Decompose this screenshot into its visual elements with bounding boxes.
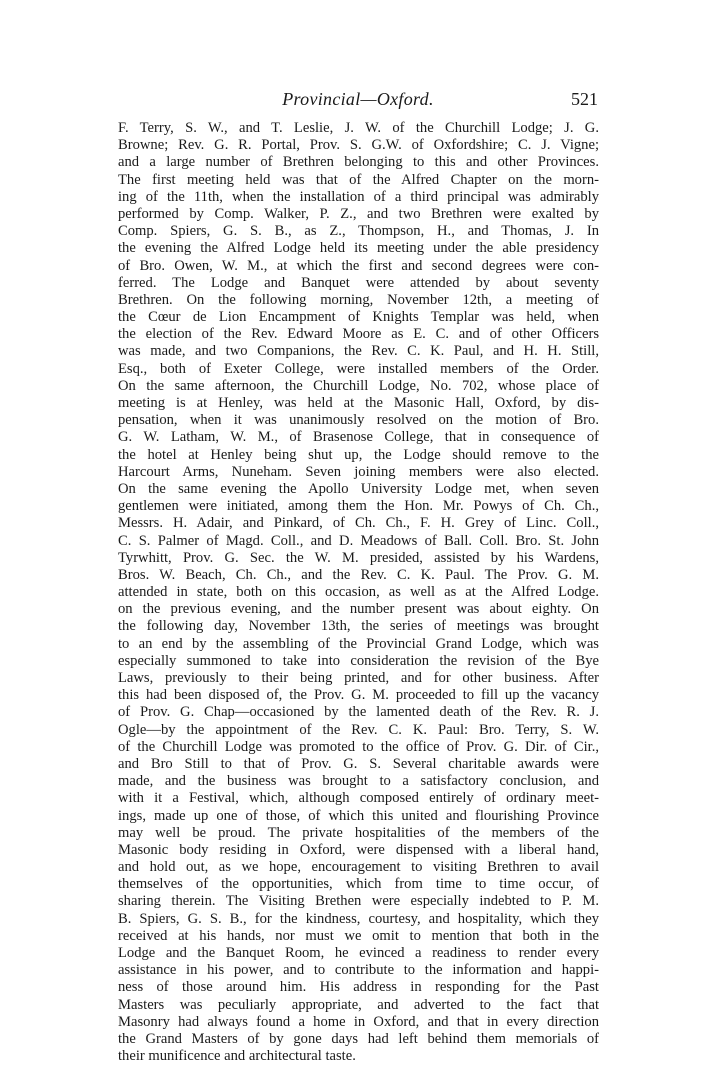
text-line: Harcourt Arms, Nuneham. Seven joining members were also elected. <box>118 463 599 480</box>
text-line: assistance in his power, and to contribute to the information and happi- <box>118 962 599 979</box>
text-line: On the same evening the Apollo University Lodge met, when seven <box>118 480 599 497</box>
text-line: the Cœur de Lion Encampment of Knights Templar was held, when <box>118 309 599 326</box>
text-line: of Bro. Owen, W. M., at which the first and second degrees were con- <box>118 257 599 274</box>
text-line: themselves of the opportunities, which from time to time occur, of <box>118 876 599 893</box>
text-line: the Grand Masters of by gone days had left behind them memorials of <box>118 1030 599 1047</box>
text-line: attended in state, both on this occasion, as well as at the Alfred Lodge. <box>118 584 599 601</box>
text-line: ings, made up one of those, of which this united and flourishing Province <box>118 807 599 824</box>
text-line: may well be proud. The private hospitalities of the members of the <box>118 824 599 841</box>
running-title: Provincial—Oxford. <box>282 89 434 109</box>
body-text <box>118 120 599 1065</box>
page-number: 521 <box>571 89 598 109</box>
text-line: made, and the business was brought to a satisfactory conclusion, and <box>118 773 599 790</box>
text-line: Tyrwhitt, Prov. G. Sec. the W. M. presided, assisted by his Wardens, <box>118 549 599 566</box>
text-line: Laws, previously to their being printed, and for other business. After <box>118 670 599 686</box>
text-line: Esq., both of Exeter College, were installed members of the Order. <box>118 360 599 377</box>
text-line: received at his hands, nor must we omit to mention that both in the <box>118 927 599 944</box>
text-line: C. S. Palmer of Magd. Coll., and D. Meadows of Ball. Coll. Bro. St. John <box>118 532 599 549</box>
text-line: their munificence and architectural taste. <box>118 1048 356 1065</box>
text-line: and hold out, as we hope, encouragement to visiting Brethren to avail <box>118 859 599 876</box>
text-line: Lodge and the Banquet Room, he evinced a readiness to render every <box>118 945 599 961</box>
text-line: Brethren. On the following morning, November 12th, a meeting of <box>118 291 599 308</box>
text-line: B. Spiers, G. S. B., for the kindness, courtesy, and hospitality, which they <box>118 910 599 927</box>
text-line: On the same afternoon, the Churchill Lodge, No. 702, whose place of <box>118 377 599 394</box>
text-line: with it a Festival, which, although composed entirely of ordinary meet- <box>118 790 599 807</box>
text-line: and Bro Still to that of Prov. G. S. Several charitable awards were <box>118 755 599 772</box>
text-line: gentlemen were initiated, among them the Hon. Mr. Powys of Ch. Ch., <box>118 498 599 515</box>
text-line: Masters was peculiarly appropriate, and adverted to the fact that <box>118 996 599 1013</box>
text-line: ing of the 11th, when the installation of a third principal was admirably <box>118 188 599 205</box>
text-line: Comp. Spiers, G. S. B., as Z., Thompson, H., and Thomas, J. In <box>118 223 599 240</box>
text-line: performed by Comp. Walker, P. Z., and two Brethren were exalted by <box>118 205 599 222</box>
text-line: the hotel at Henley being shut up, the Lodge should remove to the <box>118 446 599 463</box>
text-line: Bros. W. Beach, Ch. Ch., and the Rev. C. K. Paul. The Prov. G. M. <box>118 566 599 583</box>
text-line: Messrs. H. Adair, and Pinkard, of Ch. Ch., F. H. Grey of Linc. Coll., <box>118 515 599 532</box>
text-line: Ogle—by the appointment of the Rev. C. K. Paul: Bro. Terry, S. W. <box>118 721 599 738</box>
text-line: was made, and two Companions, the Rev. C. K. Paul, and H. H. Still, <box>118 343 599 360</box>
text-line: and a large number of Brethren belonging to this and other Provinces. <box>118 154 599 171</box>
text-line: Masonic body residing in Oxford, were dispensed with a liberal hand, <box>118 841 599 858</box>
running-head <box>118 86 598 112</box>
text-line: pensation, when it was unanimously resolved on the motion of Bro. <box>118 412 599 429</box>
text-line: Masonry had always found a home in Oxford, and that in every direction <box>118 1013 599 1030</box>
text-line: the following day, November 13th, the series of meetings was brought <box>118 618 599 635</box>
text-line: of Prov. G. Chap—occasioned by the lamented death of the Rev. R. J. <box>118 704 599 721</box>
text-line: G. W. Latham, W. M., of Brasenose College, that in consequence of <box>118 429 599 446</box>
text-line: sharing therein. The Visiting Brethen were especially indebted to P. M. <box>118 893 599 910</box>
text-line: on the previous evening, and the number present was about eighty. On <box>118 601 599 618</box>
text-line: ness of those around him. His address in responding for the Past <box>118 979 599 996</box>
text-line: the election of the Rev. Edward Moore as E. C. and of other Officers <box>118 326 599 343</box>
text-line: ferred. The Lodge and Banquet were attended by about seventy <box>118 274 599 291</box>
text-line: to an end by the assembling of the Provincial Grand Lodge, which was <box>118 635 599 652</box>
text-line: F. Terry, S. W., and T. Leslie, J. W. of the Churchill Lodge; J. G. <box>118 120 599 136</box>
text-line: The first meeting held was that of the Alfred Chapter on the morn- <box>118 171 599 188</box>
text-line: of the Churchill Lodge was promoted to the office of Prov. G. Dir. of Cir., <box>118 738 599 755</box>
text-line: the evening the Alfred Lodge held its meeting under the able presidency <box>118 240 599 257</box>
text-line: meeting is at Henley, was held at the Masonic Hall, Oxford, by dis- <box>118 395 599 411</box>
text-line: Browne; Rev. G. R. Portal, Prov. S. G.W. of Oxfordshire; C. J. Vigne; <box>118 137 599 154</box>
text-line: especially summoned to take into consideration the revision of the Bye <box>118 652 599 669</box>
text-line: this had been disposed of, the Prov. G. M. proceeded to fill up the vacancy <box>118 687 599 704</box>
